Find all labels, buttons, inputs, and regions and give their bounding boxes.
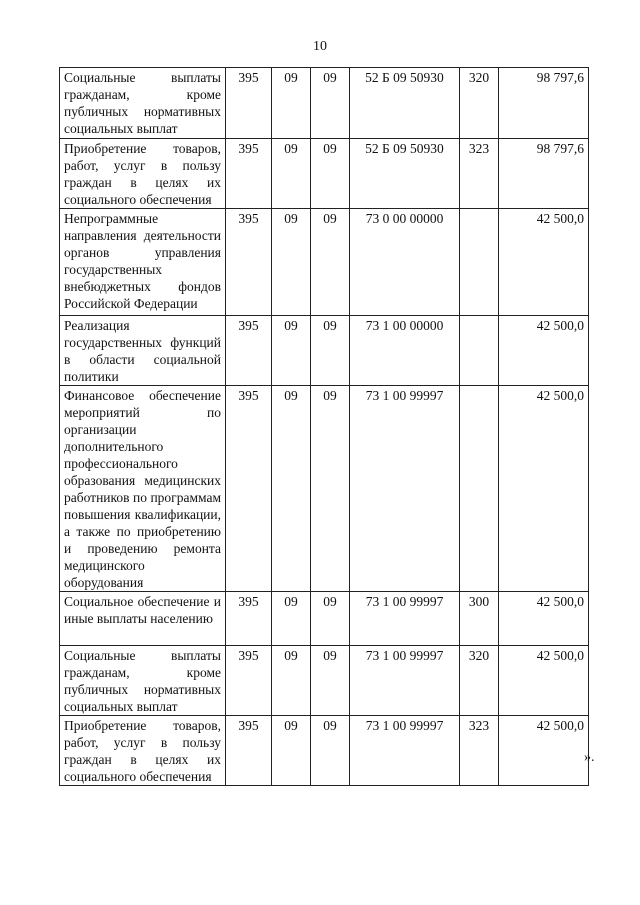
subsection-code: 09: [311, 68, 350, 139]
closing-quote-mark: ».: [584, 750, 595, 765]
section-code: 09: [272, 209, 311, 316]
amount: 42 500,0: [499, 316, 589, 386]
amount: 98 797,6: [499, 68, 589, 139]
expense-type-code: 320: [460, 646, 499, 716]
expense-type-code: [460, 386, 499, 592]
budget-table: [59, 67, 589, 786]
row-name: Приобретение товаров, работ, услуг в пользу граждан в целях их социального обеспечения: [60, 139, 226, 209]
amount: 98 797,6: [499, 139, 589, 209]
target-code: 73 0 00 00000: [350, 209, 460, 316]
admin-code: 395: [226, 209, 272, 316]
admin-code: 395: [226, 716, 272, 786]
amount: 42 500,0: [499, 592, 589, 646]
table-row: [60, 316, 589, 386]
expense-type-code: [460, 209, 499, 316]
section-code: 09: [272, 139, 311, 209]
row-name: Реализация государственных функций в области социальной политики: [60, 316, 226, 386]
section-code: 09: [272, 386, 311, 592]
section-code: 09: [272, 68, 311, 139]
table-row: [60, 716, 589, 786]
target-code: 52 Б 09 50930: [350, 68, 460, 139]
subsection-code: 09: [311, 386, 350, 592]
subsection-code: 09: [311, 209, 350, 316]
row-name: Социальные выплаты гражданам, кроме публичных нормативных социальных выплат: [60, 68, 226, 139]
section-code: 09: [272, 592, 311, 646]
admin-code: 395: [226, 646, 272, 716]
expense-type-code: [460, 316, 499, 386]
admin-code: 395: [226, 139, 272, 209]
amount: 42 500,0: [499, 209, 589, 316]
row-name: Социальные выплаты гражданам, кроме публичных нормативных социальных выплат: [60, 646, 226, 716]
amount: 42 500,0: [499, 646, 589, 716]
table-row: [60, 386, 589, 592]
row-name: Социальное обеспечение и иные выплаты населению: [60, 592, 226, 646]
table-row: [60, 68, 589, 139]
table-row: [60, 209, 589, 316]
subsection-code: 09: [311, 592, 350, 646]
admin-code: 395: [226, 68, 272, 139]
target-code: 73 1 00 99997: [350, 716, 460, 786]
subsection-code: 09: [311, 139, 350, 209]
table-row: [60, 592, 589, 646]
table-row: [60, 646, 589, 716]
row-name: Непрограммные направления деятельности органов управления государственных внебюджетных фондов Российской Федерации: [60, 209, 226, 316]
amount: 42 500,0: [499, 386, 589, 592]
admin-code: 395: [226, 316, 272, 386]
expense-type-code: 300: [460, 592, 499, 646]
row-name: Финансовое обеспечение мероприятий по организации дополнительного профессионального образования медицинских работников по программам повышения квалификации, а также по приобретению и проведению ремонта медицинского оборудования: [60, 386, 226, 592]
target-code: 73 1 00 00000: [350, 316, 460, 386]
table-row: [60, 139, 589, 209]
expense-type-code: 323: [460, 716, 499, 786]
admin-code: 395: [226, 386, 272, 592]
admin-code: 395: [226, 592, 272, 646]
subsection-code: 09: [311, 646, 350, 716]
subsection-code: 09: [311, 316, 350, 386]
target-code: 52 Б 09 50930: [350, 139, 460, 209]
page-number: 10: [313, 39, 327, 54]
target-code: 73 1 00 99997: [350, 646, 460, 716]
row-name: Приобретение товаров, работ, услуг в пользу граждан в целях их социального обеспечения: [60, 716, 226, 786]
amount: 42 500,0: [499, 716, 589, 786]
expense-type-code: 323: [460, 139, 499, 209]
section-code: 09: [272, 316, 311, 386]
target-code: 73 1 00 99997: [350, 592, 460, 646]
section-code: 09: [272, 716, 311, 786]
subsection-code: 09: [311, 716, 350, 786]
target-code: 73 1 00 99997: [350, 386, 460, 592]
section-code: 09: [272, 646, 311, 716]
expense-type-code: 320: [460, 68, 499, 139]
